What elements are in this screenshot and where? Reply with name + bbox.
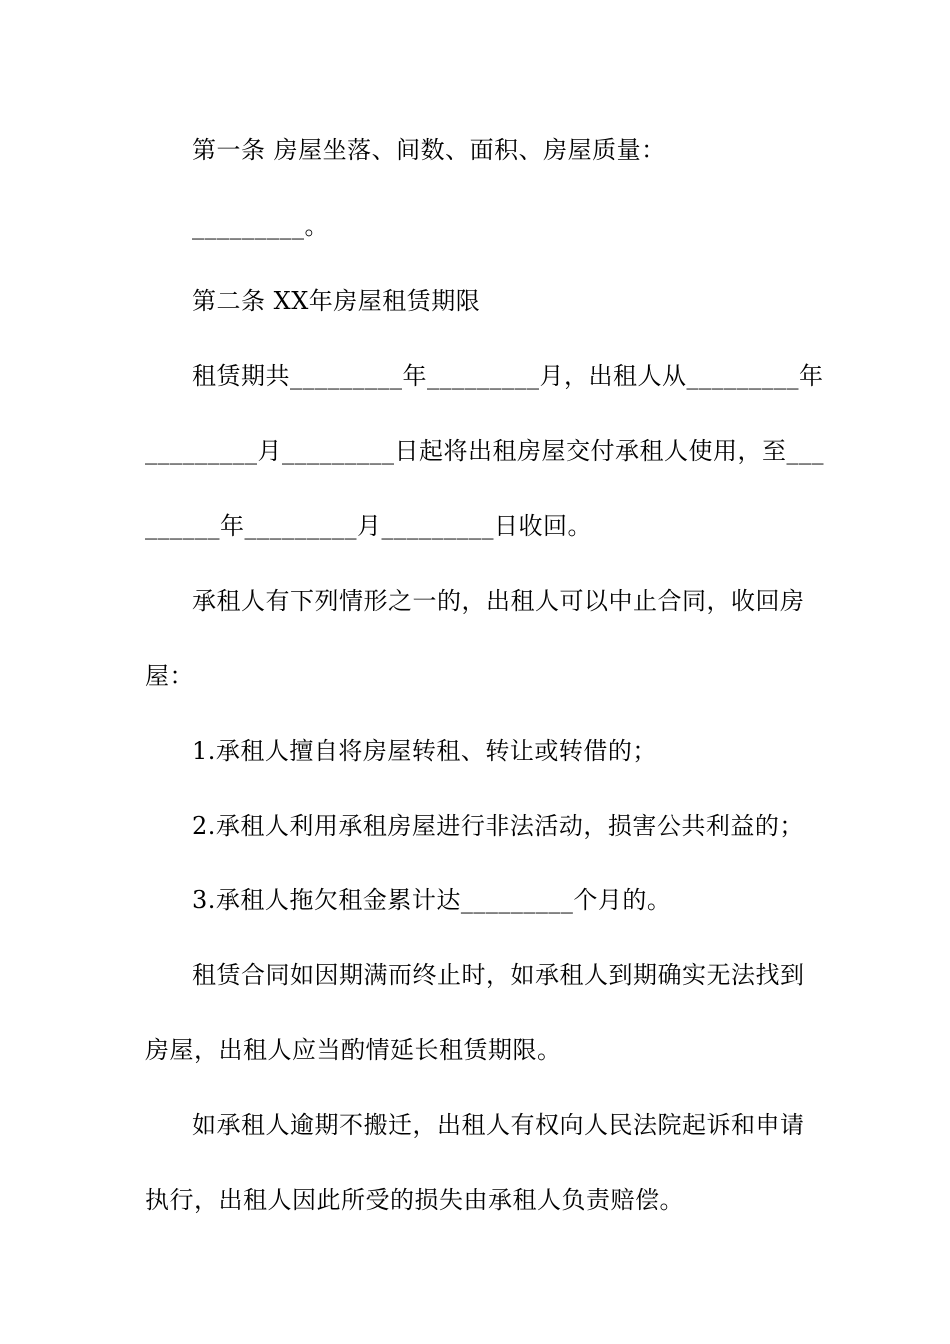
lease-term-line-2: _________月_________日起将出租房屋交付承租人使用，至___ [145, 437, 824, 465]
lease-term-line-1: 租赁期共_________年_________月，出租人从_________年 [192, 362, 824, 390]
lease-term-line-3: ______年_________月_________日收回。 [145, 512, 592, 540]
overdue-paragraph-line-1: 如承租人逾期不搬迁，出租人有权向人民法院起诉和申请 [192, 1111, 805, 1139]
article-2-heading: 第二条 XX年房屋租赁期限 [192, 287, 481, 315]
expiry-paragraph-line-2: 房屋，出租人应当酌情延长租赁期限。 [145, 1036, 562, 1064]
termination-item-3: 3.承租人拖欠租金累计达_________个月的。 [192, 886, 672, 914]
termination-intro-line-1: 承租人有下列情形之一的，出租人可以中止合同，收回房 [192, 587, 805, 615]
termination-item-1: 1.承租人擅自将房屋转租、转让或转借的； [192, 737, 657, 765]
expiry-paragraph-line-1: 租赁合同如因期满而终止时，如承租人到期确实无法找到 [192, 961, 805, 989]
article-1-blank: _________。 [192, 212, 329, 240]
termination-intro-line-2: 屋： [145, 662, 194, 690]
article-1-heading: 第一条 房屋坐落、间数、面积、房屋质量： [192, 136, 666, 164]
overdue-paragraph-line-2: 执行，出租人因此所受的损失由承租人负责赔偿。 [145, 1186, 684, 1214]
termination-item-2: 2.承租人利用承租房屋进行非法活动，损害公共利益的； [192, 812, 804, 840]
